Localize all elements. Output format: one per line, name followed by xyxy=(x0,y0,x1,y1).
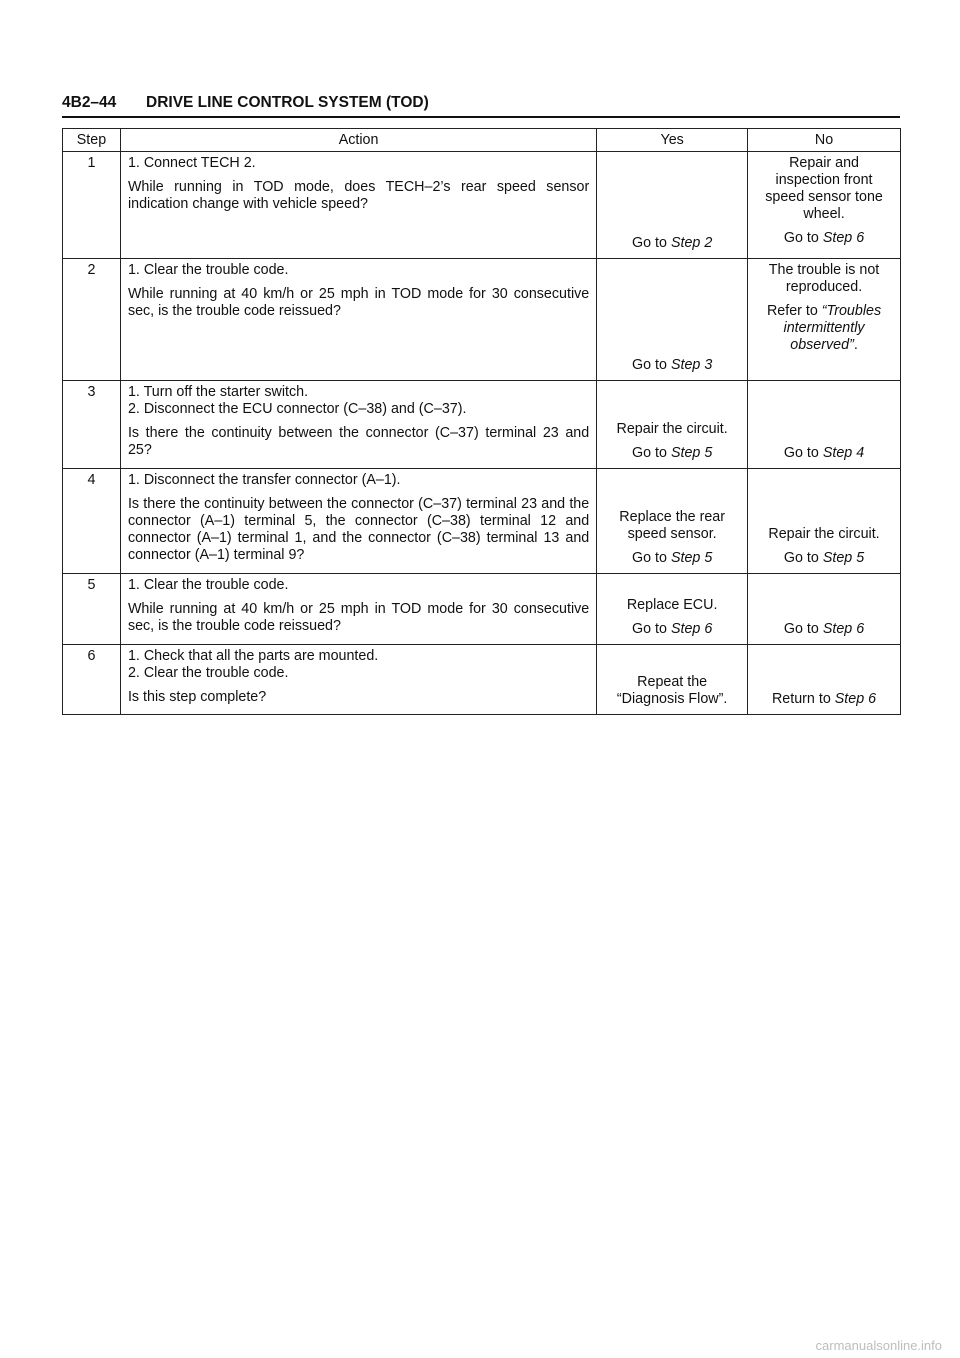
action-item: 2. Disconnect the ECU connector (C–38) and (C–37). xyxy=(127,401,467,417)
no-cell xyxy=(748,574,901,645)
action-question: Is this step complete? xyxy=(127,689,267,705)
no-cell-text: Refer to “Troubles intermittently observed”. xyxy=(766,303,882,353)
table-row xyxy=(63,259,901,381)
action-cell xyxy=(120,574,596,645)
table-body xyxy=(63,152,901,715)
section-number: 4B2–44 xyxy=(62,94,117,111)
step-number: 2 xyxy=(63,259,121,381)
action-item: 1. Connect TECH 2. xyxy=(127,155,256,171)
no-cell-text: Go to Step 6 xyxy=(783,621,865,637)
yes-cell-text: Replace ECU. xyxy=(626,597,718,613)
action-question: While running in TOD mode, does TECH–2’s rear speed sensor indication change with vehicle speed? xyxy=(127,179,590,212)
step-number: 3 xyxy=(63,381,121,469)
page-title: DRIVE LINE CONTROL SYSTEM (TOD) xyxy=(146,94,429,111)
yes-cell xyxy=(597,645,748,715)
action-item: 1. Turn off the starter switch. xyxy=(127,384,309,400)
yes-cell-text: Go to Step 3 xyxy=(632,357,713,373)
action-item: 2. Clear the trouble code. xyxy=(127,665,289,681)
column-header-no: No xyxy=(748,129,901,152)
action-item: 1. Clear the trouble code. xyxy=(127,262,289,278)
column-header-yes: Yes xyxy=(597,129,748,152)
no-cell-text: The trouble is not reproduced. xyxy=(768,262,880,295)
step-number: 5 xyxy=(63,574,121,645)
yes-cell-text: Repeat the “Diagnosis Flow”. xyxy=(616,674,728,707)
no-cell-text: Repair and inspection front speed sensor tone wheel. xyxy=(765,155,883,222)
yes-cell xyxy=(597,259,748,381)
column-header-action: Action xyxy=(120,129,596,152)
table-header-row xyxy=(63,129,901,152)
action-item: 1. Clear the trouble code. xyxy=(127,577,289,593)
action-question: While running at 40 km/h or 25 mph in TOD mode for 30 consecutive sec, is the trouble code reissued? xyxy=(127,601,590,634)
step-number: 1 xyxy=(63,152,121,259)
table-row xyxy=(63,381,901,469)
yes-cell-text: Go to Step 5 xyxy=(632,550,713,566)
table-row xyxy=(63,469,901,574)
no-cell xyxy=(748,645,901,715)
table-row xyxy=(63,152,901,259)
table-row xyxy=(63,574,901,645)
step-number: 6 xyxy=(63,645,121,715)
no-cell-text: Go to Step 6 xyxy=(783,230,865,246)
action-cell xyxy=(120,152,596,259)
action-question: Is there the continuity between the connector (C–37) terminal 23 and the connector (A–1) terminal 5, the connector (C–38) terminal 12 and connector (A–1) terminal 1, and the connector (C–38) terminal 13 and connector (A–1) terminal 9? xyxy=(127,496,590,563)
no-cell xyxy=(748,259,901,381)
yes-cell xyxy=(597,152,748,259)
table-row xyxy=(63,645,901,715)
yes-cell-text: Go to Step 2 xyxy=(632,235,713,251)
no-cell xyxy=(748,469,901,574)
yes-cell-text: Go to Step 5 xyxy=(632,445,713,461)
page-header xyxy=(62,92,900,118)
yes-cell xyxy=(597,469,748,574)
action-cell xyxy=(120,469,596,574)
watermark: carmanualsonline.info xyxy=(815,1338,942,1353)
no-cell xyxy=(748,381,901,469)
no-cell-text: Repair the circuit. xyxy=(768,526,880,542)
yes-cell-text: Repair the circuit. xyxy=(616,421,728,437)
yes-cell xyxy=(597,381,748,469)
action-question: While running at 40 km/h or 25 mph in TOD mode for 30 consecutive sec, is the trouble code reissued? xyxy=(127,286,590,319)
action-item: 1. Check that all the parts are mounted. xyxy=(127,648,379,664)
yes-cell-text: Go to Step 6 xyxy=(632,621,713,637)
yes-cell xyxy=(597,574,748,645)
action-question: Is there the continuity between the connector (C–37) terminal 23 and 25? xyxy=(127,425,590,458)
diagnosis-table xyxy=(62,128,901,715)
step-number: 4 xyxy=(63,469,121,574)
yes-cell-text: Replace the rear speed sensor. xyxy=(619,509,725,542)
action-cell xyxy=(120,259,596,381)
no-cell xyxy=(748,152,901,259)
no-cell-text: Return to Step 6 xyxy=(771,691,877,707)
no-cell-text: Go to Step 4 xyxy=(783,445,865,461)
action-cell xyxy=(120,381,596,469)
column-header-step: Step xyxy=(63,129,121,152)
no-cell-text: Go to Step 5 xyxy=(783,550,865,566)
action-item: 1. Disconnect the transfer connector (A–1). xyxy=(127,472,401,488)
action-cell xyxy=(120,645,596,715)
